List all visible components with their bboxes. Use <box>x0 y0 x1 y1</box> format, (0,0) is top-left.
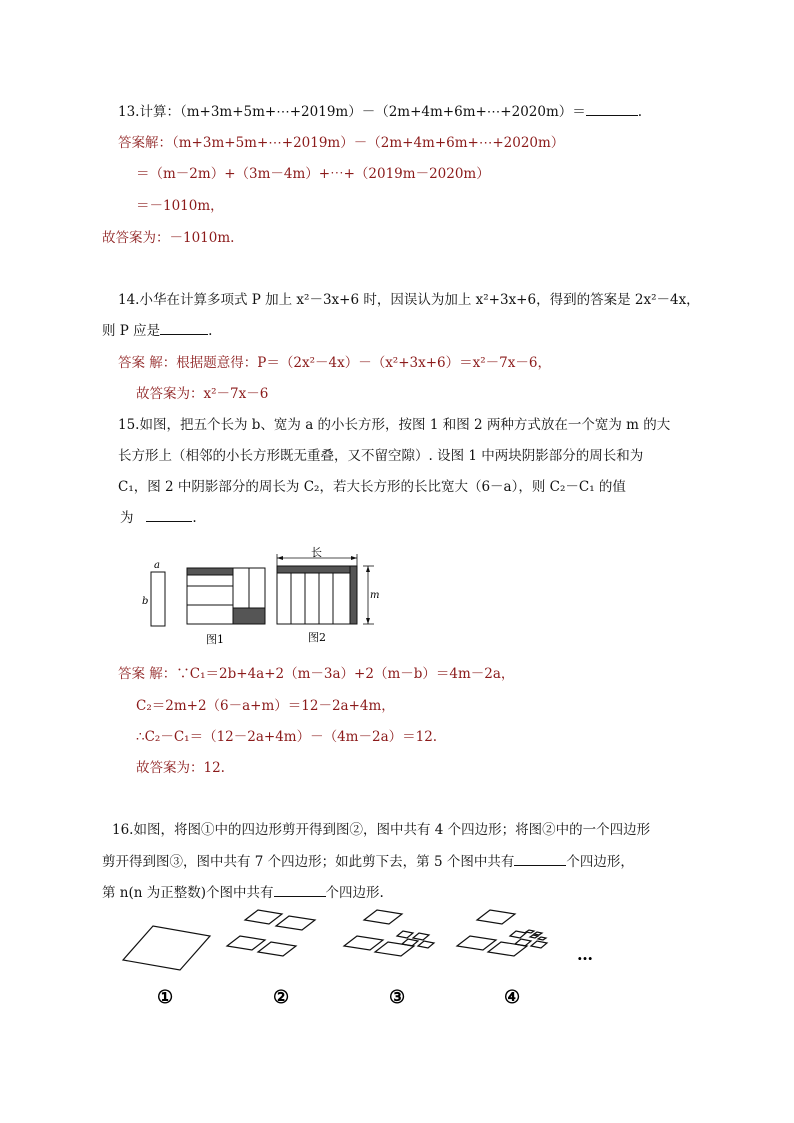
q13-answer-line1: 答案解：（m+3m+5m+⋯+2019m）－（2m+4m+6m+⋯+2020m） <box>118 135 565 151</box>
q15-question-line1: 15.如图，把五个长为 b、宽为 a 的小长方形，按图 1 和图 2 两种方式放在一个宽为 m 的大 <box>118 417 671 433</box>
fig16-3 <box>344 910 434 956</box>
q14-answer: 答案 解：根据题意得：P＝（2x²－4x）－（x²+3x+6）＝x²－7x－6， <box>118 355 551 371</box>
label-long: 长 <box>311 546 322 559</box>
q13-answer-line2: ＝（m－2m）+（3m－4m）+⋯+（2019m－2020m） <box>136 166 490 182</box>
fig16-label-3: ③ <box>389 987 406 1008</box>
q16-figure <box>115 908 605 1008</box>
q15-question-line3: C₁，图 2 中阴影部分的周长为 C₂，若大长方形的长比宽大（6－a），则 C₂－C₁ 的值 <box>118 479 626 495</box>
q16-answer-blank-1[interactable] <box>514 853 566 866</box>
fig16-label-1: ① <box>157 987 174 1008</box>
fig16-4 <box>457 910 547 956</box>
q14-question-line2: 则 P 应是 . <box>102 323 213 339</box>
small-rectangle <box>151 572 165 626</box>
q15-question-line2: 长方形上（相邻的小长方形既无重叠，又不留空隙）. 设图 1 中两块阴影部分的周长和为 <box>118 448 644 464</box>
q13-answer-blank[interactable] <box>586 103 638 116</box>
q13-answer-line3: ＝－1010m， <box>136 198 224 214</box>
fig16-1 <box>123 926 210 970</box>
q15-final-answer: 故答案为：12. <box>136 760 225 776</box>
q14-final-answer: 故答案为：x²－7x－6 <box>136 386 269 402</box>
q15-answer-line1: 答案 解：∵C₁＝2b+4a+2（m－3a）+2（m－b）＝4m－2a， <box>118 666 515 682</box>
q15-answer-line2: C₂＝2m+2（6－a+m）＝12－2a+4m， <box>136 698 395 714</box>
q16-answer-blank-2[interactable] <box>274 884 326 897</box>
ellipsis: … <box>577 945 593 964</box>
q16-question-line2: 剪开得到图③，图中共有 7 个四边形；如此剪下去，第 5 个图中共有 个四边形， <box>102 854 634 870</box>
q15-figure <box>136 546 386 652</box>
q14-answer-blank[interactable] <box>160 322 208 335</box>
figure-2 <box>277 554 374 624</box>
q14-question-line1: 14.小华在计算多项式 P 加上 x²－3x+6 时，因误认为加上 x²+3x+6，得到的答案是 2x²－4x， <box>118 292 700 308</box>
q15-answer-blank[interactable] <box>146 509 192 522</box>
label-b: b <box>142 596 149 607</box>
fig16-label-4: ④ <box>504 987 521 1008</box>
label-m: m <box>370 590 380 601</box>
q16-question-line1: 16.如图，将图①中的四边形剪开得到图②，图中共有 4 个四边形；将图②中的一个四边形 <box>112 822 651 838</box>
caption-2: 图2 <box>308 631 326 644</box>
label-a: a <box>154 560 160 571</box>
q16-question-line3: 第 n(n 为正整数)个图中共有 个四边形. <box>102 885 384 901</box>
fig16-2 <box>227 910 315 956</box>
q13-question: 13.计算：（m+3m+5m+⋯+2019m）－（2m+4m+6m+⋯+2020m）＝ . <box>118 104 643 120</box>
q15-question-line4: 为 . <box>120 510 197 526</box>
caption-1: 图1 <box>206 633 224 646</box>
q13-final-answer: 故答案为：－1010m. <box>102 230 235 246</box>
figure-1 <box>187 568 265 624</box>
fig16-label-2: ② <box>273 987 290 1008</box>
q15-answer-line3: ∴C₂－C₁＝（12－2a+4m）－（4m－2a）＝12. <box>136 729 438 745</box>
